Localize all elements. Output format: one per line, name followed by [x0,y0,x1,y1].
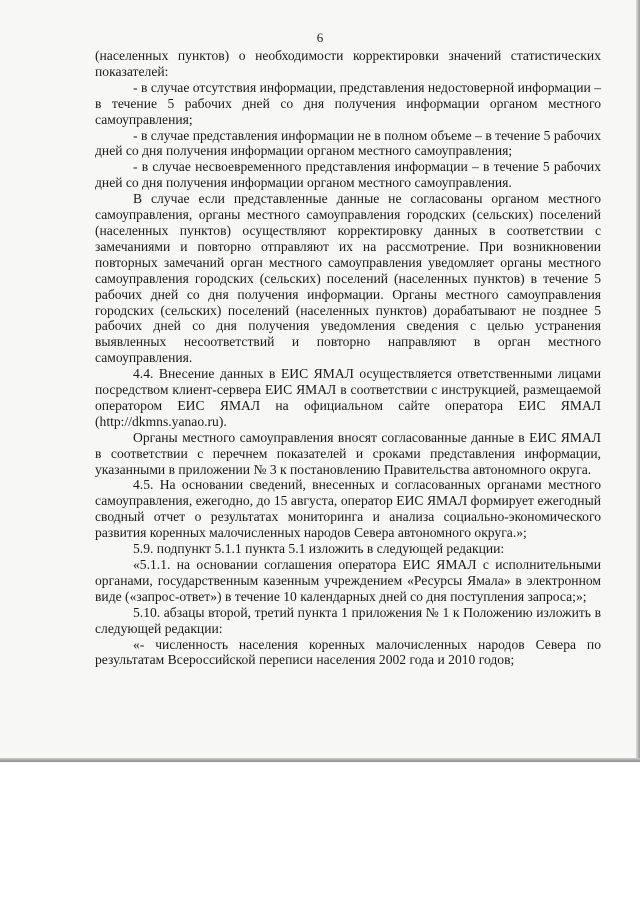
scan-edge-shadow [636,0,640,762]
paragraph: - в случае отсутствия информации, представления недостоверной информации – в течение 5 рабочих дней со дня получения информации органом местного самоуправления; [95,79,601,127]
paragraph: В случае если представленные данные не согласованы органом местного самоуправления, органы местного самоуправления городских (сельских) поселений (населенных пунктов) осуществляют корректировку данных в соответствии с замечаниями и повторно отправляют их на рассмотрение. При возникновении повторных замечаний орган местного самоуправления уведомляет органы местного самоуправления городских (сельских) поселений (населенных пунктов) в течение 5 рабочих дней со дня получения информации. Органы местного самоуправления городских (сельских) поселений (населенных пунктов) дорабатывают не позднее 5 рабочих дней со дня получения уведомления сведения с целью устранения выявленных несоответствий и повторно направляют в орган местного самоуправления. [95,191,601,366]
paragraph: «5.1.1. на основании соглашения оператора ЕИС ЯМАЛ с исполнительными органами, государственным казенным учреждением «Ресурсы Ямала» в электронном виде («запрос-ответ») в течение 10 календарных дней со дня поступления запроса;»; [95,557,601,604]
paragraph: 4.4. Внесение данных в ЕИС ЯМАЛ осуществляется ответственными лицами посредством клиент-сервера ЕИС ЯМАЛ в соответствии с инструкцией, размещаемой оператором ЕИС ЯМАЛ на официальном сайте оператора ЕИС ЯМАЛ (http://dkmns.yanao.ru). [95,366,601,429]
paragraph: 5.10. абзацы второй, третий пункта 1 приложения № 1 к Положению изложить в следующей редакции: [95,604,601,636]
paragraph: «- численность населения коренных малочисленных народов Севера по результатам Всероссийской переписи населения 2002 года и 2010 годов; [95,636,601,668]
page-number: 6 [316,30,324,45]
paragraph: Органы местного самоуправления вносят согласованные данные в ЕИС ЯМАЛ в соответствии с перечнем показателей и сроками представления информации, указанными в приложении № 3 к постановлению Правительства автономного округа. [95,429,601,477]
paragraph: (населенных пунктов) о необходимости корректировки значений статистических показателей: [95,48,601,79]
paragraph: - в случае несвоевременного представления информации – в течение 5 рабочих дней со дня получения информации органом местного самоуправления. [95,159,601,191]
paragraph: 5.9. подпункт 5.1.1 пункта 5.1 изложить в следующей редакции: [133,541,505,557]
document-body [95,48,601,668]
paragraph: - в случае представления информации не в полном объеме – в течение 5 рабочих дней со дня получения информации органом местного самоуправления; [95,127,601,159]
paragraph: 4.5. На основании сведений, внесенных и согласованных органами местного самоуправления, ежегодно, до 15 августа, оператор ЕИС ЯМАЛ формирует ежегодный сводный отчет о результатах мониторинга и анализа социально-экономического развития коренных малочисленных народов Севера автономного округа.»; [95,477,601,541]
blank-margin [0,762,640,905]
